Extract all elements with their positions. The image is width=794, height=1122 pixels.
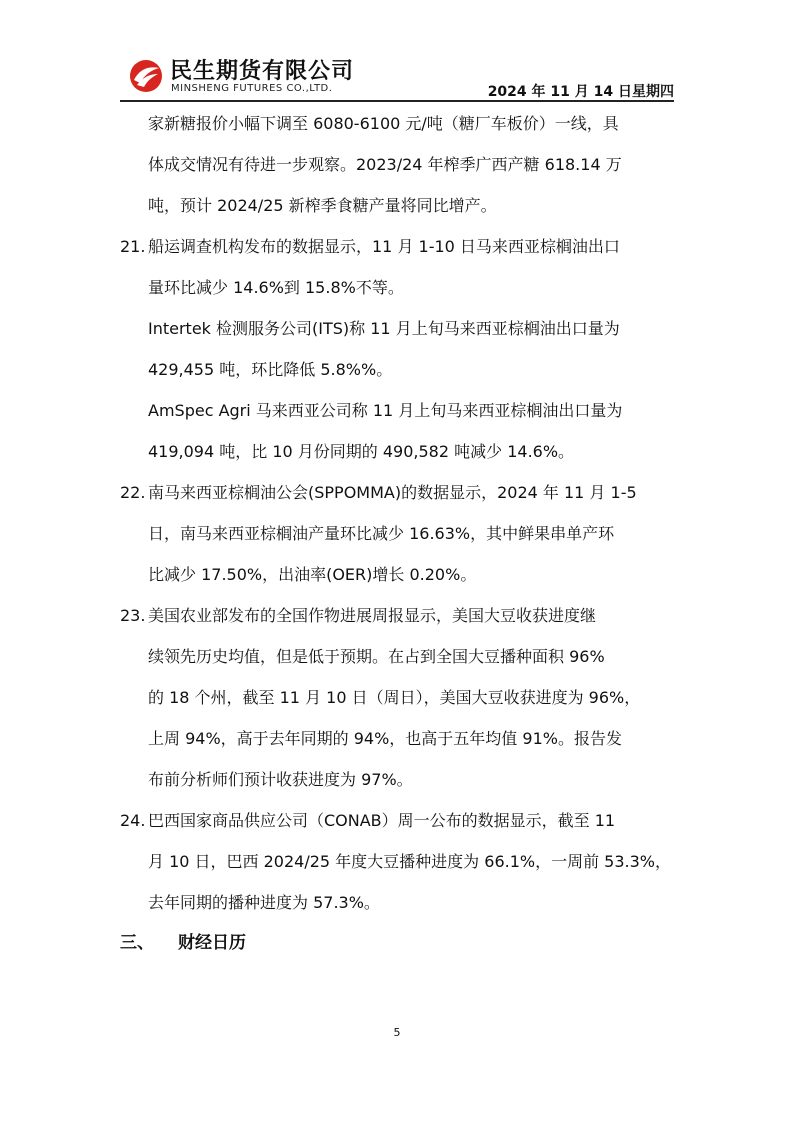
company-name-en: MINSHENG FUTURES CO.,LTD. xyxy=(171,83,333,94)
paragraph-line: 比减少 17.50%，出油率(OER)增长 0.20%。 xyxy=(148,565,477,584)
paragraph-line: 布前分析师们预计收获进度为 97%。 xyxy=(148,770,413,789)
list-number: 22. xyxy=(120,483,146,502)
paragraph-line: 去年同期的播种进度为 57.3%。 xyxy=(148,893,380,912)
paragraph-line: 419,094 吨，比 10 月份同期的 490,582 吨减少 14.6%。 xyxy=(148,442,575,461)
paragraph-line: 巴西国家商品供应公司（CONAB）周一公布的数据显示，截至 11 xyxy=(148,811,616,830)
paragraph-line: Intertek 检测服务公司(ITS)称 11 月上旬马来西亚棕榈油出口量为 xyxy=(148,319,620,338)
paragraph-line: 月 10 日，巴西 2024/25 年度大豆播种进度为 66.1%，一周前 53.3%， xyxy=(148,852,672,871)
paragraph-line: 上周 94%，高于去年同期的 94%，也高于五年均值 91%。报告发 xyxy=(148,729,622,748)
report-date: 2024 年 11 月 14 日星期四 xyxy=(487,84,674,100)
header-divider xyxy=(120,100,674,102)
section-heading xyxy=(120,923,676,964)
minsheng-logo-icon xyxy=(128,58,164,94)
list-number: 21. xyxy=(120,237,146,256)
page-number: 5 xyxy=(393,1026,401,1039)
list-number: 23. xyxy=(120,606,146,625)
document-body xyxy=(120,103,676,964)
paragraph-line: 体成交情况有待进一步观察。2023/24 年榨季广西产糖 618.14 万 xyxy=(148,155,622,174)
paragraph-line: 量环比减少 14.6%到 15.8%不等。 xyxy=(148,278,404,297)
section-title: 财经日历 xyxy=(178,933,246,953)
list-item-23 xyxy=(120,595,676,636)
company-name-cn: 民生期货有限公司 xyxy=(170,59,355,84)
paragraph-line: 美国农业部发布的全国作物进展周报显示，美国大豆收获进度继 xyxy=(148,606,597,625)
section-number: 三、 xyxy=(120,933,154,953)
paragraph-line: AmSpec Agri 马来西亚公司称 11 月上旬马来西亚棕榈油出口量为 xyxy=(148,401,623,420)
paragraph-line: 429,455 吨，环比降低 5.8%%。 xyxy=(148,360,393,379)
paragraph-line: 吨，预计 2024/25 新榨季食糖产量将同比增产。 xyxy=(148,196,497,215)
paragraph-line: 日，南马来西亚棕榈油产量环比减少 16.63%，其中鲜果串单产环 xyxy=(148,524,615,543)
list-number: 24. xyxy=(120,811,146,830)
paragraph-line: 续领先历史均值，但是低于预期。在占到全国大豆播种面积 96% xyxy=(148,647,605,666)
paragraph-line: 家新糖报价小幅下调至 6080-6100 元/吨（糖厂车板价）一线，具 xyxy=(148,114,619,133)
list-item-21 xyxy=(120,226,676,267)
paragraph-line: 船运调查机构发布的数据显示，11 月 1-10 日马来西亚棕榈油出口 xyxy=(148,237,620,256)
list-item-24 xyxy=(120,800,676,841)
page-header xyxy=(120,50,674,102)
paragraph-line: 南马来西亚棕榈油公会(SPPOMMA)的数据显示，2024 年 11 月 1-5 xyxy=(148,483,637,502)
paragraph-line: 的 18 个州，截至 11 月 10 日（周日），美国大豆收获进度为 96%， xyxy=(148,688,641,707)
list-item-22 xyxy=(120,472,676,513)
